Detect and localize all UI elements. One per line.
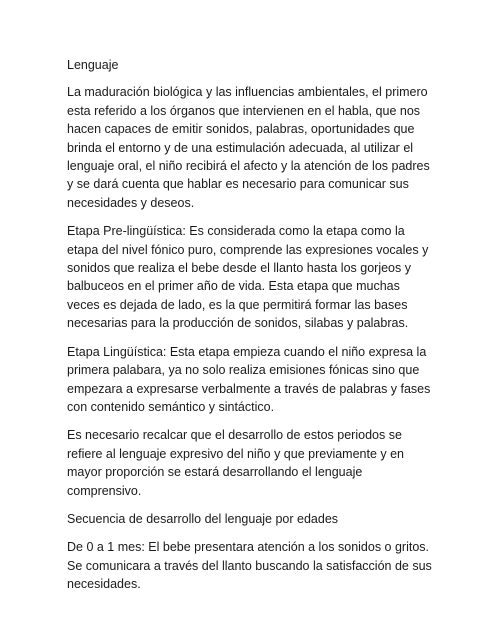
document-title: Lenguaje [67, 58, 119, 72]
paragraph-0-a-1-mes: De 0 a 1 mes: El bebe presentara atención a los sonidos o gritos. Se comunicara a través del llanto buscando la satisfacción de sus necesidades. [67, 540, 432, 592]
paragraph-etapa-linguistica: Etapa Lingüística: Esta etapa empieza cuando el niño expresa la primera palabara, ya no solo realiza emisiones fónicas sino que empezara a expresarse verbalmente a través de palabras y fases con contenido semántico y sintáctico. [67, 344, 431, 414]
paragraph-recalcar: Es necesario recalcar que el desarrollo de estos periodos se refiere al lenguaje expresivo del niño y que previamente y en mayor proporción se estará desarrollando el lenguaje comprensivo. [67, 428, 405, 498]
paragraph-maduracion: La maduración biológica y las influencias ambientales, el primero esta referido a los órganos que intervienen en el habla, que nos hacen capaces de emitir sonidos, palabras, oportunidades que brinda el entorno y de una estimulación adecuada, al utilizar el lenguaje oral, el niño recibirá el afecto y la atención de los padres y se dará cuenta que hablar es necesario para comunicar sus necesidades y deseos. [67, 85, 430, 210]
paragraph-etapa-prelinguistica: Etapa Pre-lingüística: Es considerada como la etapa como la etapa del nivel fónico puro, comprende las expresiones vocales y sonidos que realiza el bebe desde el llanto hasta los gorjeos y balbuceos en el primer año de vida. Esta etapa que muchas veces es dejada de lado, es la que permitirá formar las bases necesarias para la producción de sonidos, silabas y palabras. [67, 224, 429, 331]
section-heading-secuencia: Secuencia de desarrollo del lenguaje por edades [67, 511, 339, 526]
document-body [67, 56, 432, 604]
